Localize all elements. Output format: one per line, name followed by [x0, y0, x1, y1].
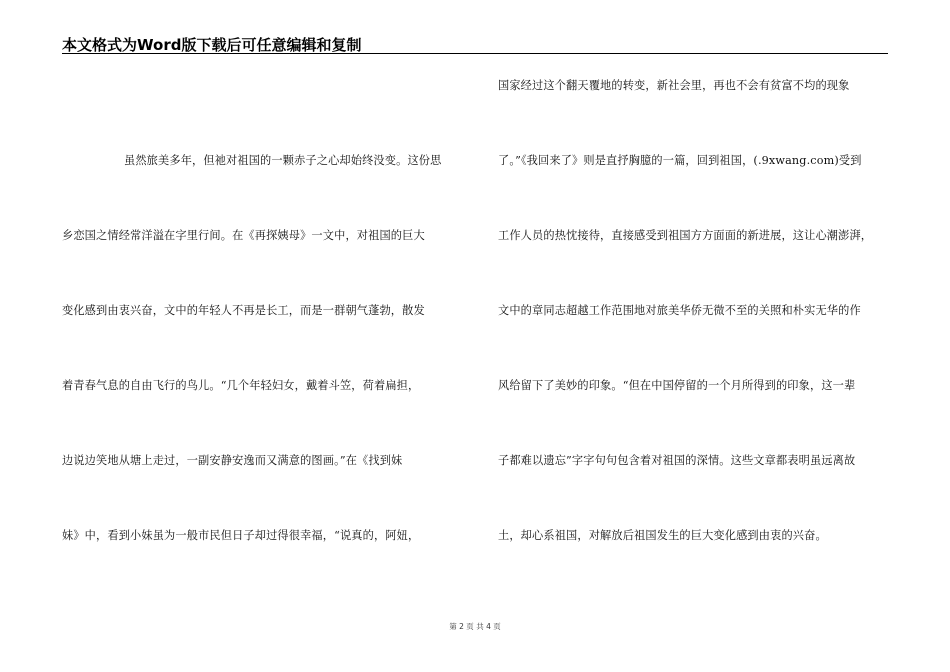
left-line-3: 变化感到由衷兴奋，文中的年轻人不再是长工，而是一群朝气蓬勃，散发: [62, 304, 425, 317]
left-line-5: 边说边笑地从塘上走过，一副安静安逸而又满意的图画。”在《找到妹: [62, 454, 403, 467]
right-line-7: 土，却心系祖国，对解放后祖国发生的巨大变化感到由衷的兴奋。: [498, 529, 827, 542]
page-number-footer: 第 2 页 共 4 页: [449, 622, 501, 631]
document-header-title: 本文格式为Word版下载后可任意编辑和复制: [62, 36, 362, 54]
left-line-1: 虽然旅美多年，但祂对祖国的一颗赤子之心却始终没变。这份思: [124, 154, 442, 167]
right-line-5: 风给留下了美妙的印象。“但在中国停留的一个月所得到的印象，这一辈: [498, 379, 856, 392]
left-line-6: 妹》中，看到小妹虽为一般市民但日子却过得很幸福，“说真的，阿妞，: [62, 529, 420, 542]
right-line-3: 工作人员的热忱接待，直接感受到祖国方方面面的新进展，这让心潮澎湃，: [498, 229, 873, 242]
left-line-4: 着青春气息的自由飞行的鸟儿。“几个年轻妇女，戴着斗笠，荷着扁担，: [62, 379, 420, 392]
header-divider: [62, 53, 888, 54]
left-line-2: 乡恋国之情经常洋溢在字里行间。在《再探姨母》一文中，对祖国的巨大: [62, 229, 425, 242]
right-line-6: 子都难以遗忘”字字句句包含着对祖国的深情。这些文章都表明虽远离故: [498, 454, 856, 467]
right-line-2: 了。”《我回来了》则是直抒胸臆的一篇，回到祖国，(.9xwang.com)受到: [498, 154, 862, 167]
right-line-1: 国家经过这个翻天覆地的转变，新社会里，再也不会有贫富不均的现象: [498, 79, 850, 92]
right-line-4: 文中的章同志超越工作范围地对旅美华侨无微不至的关照和朴实无华的作: [498, 304, 861, 317]
